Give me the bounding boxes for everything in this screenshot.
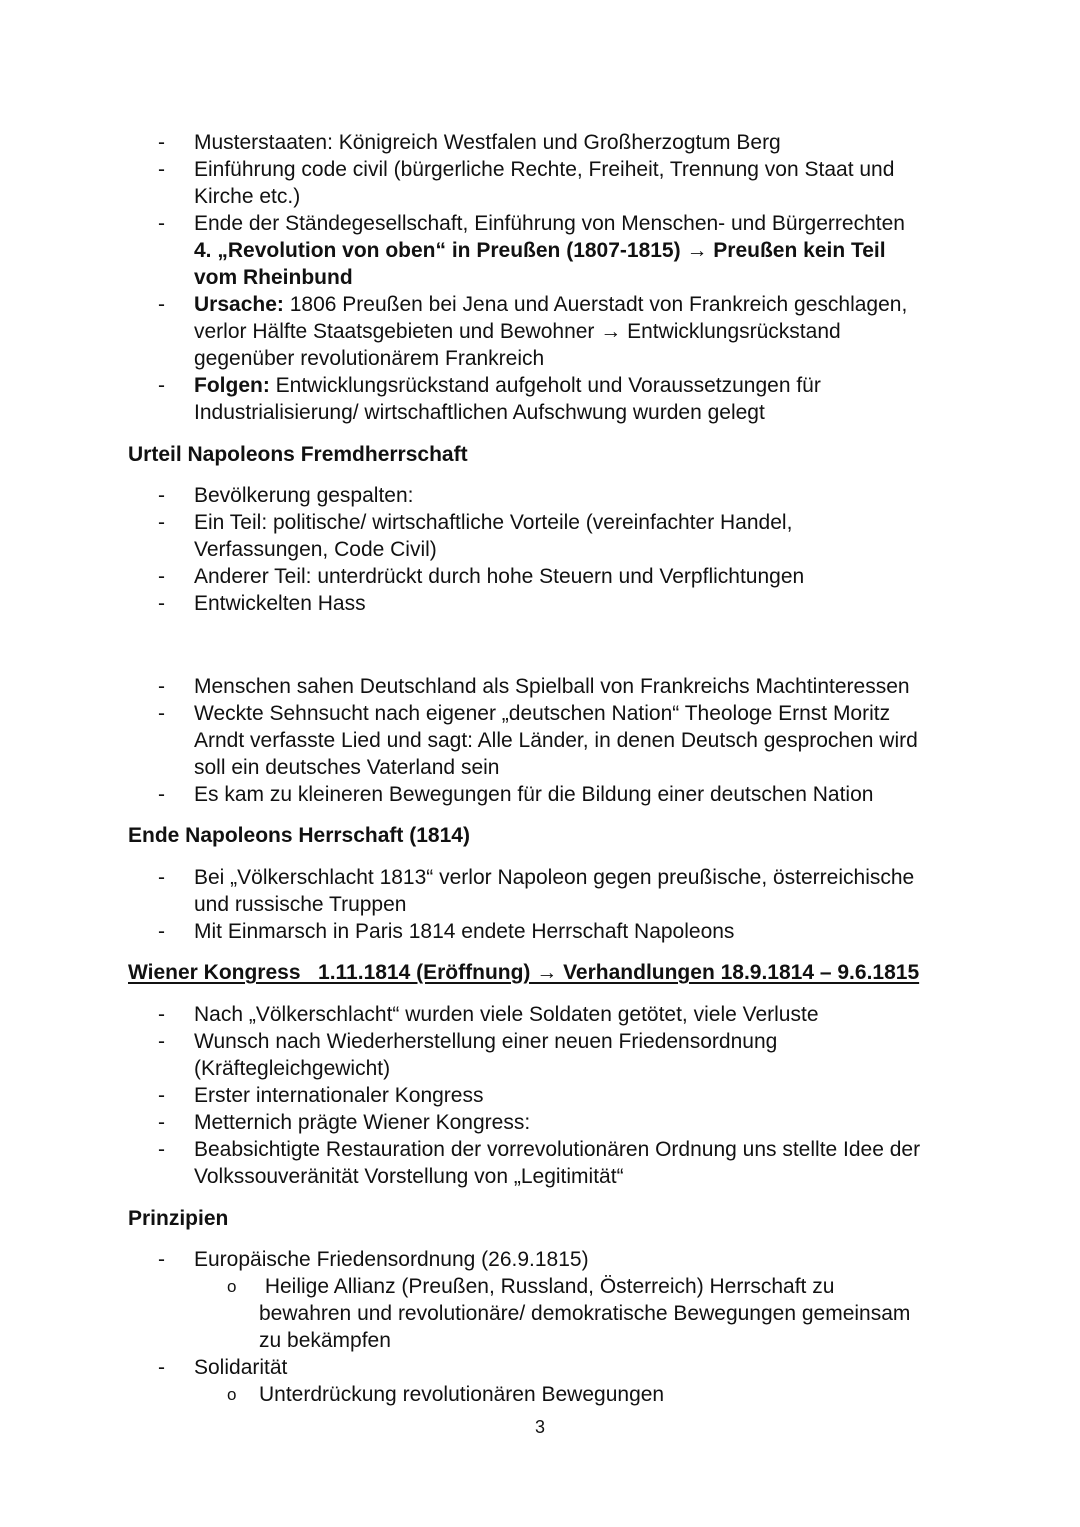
bullet-dash: - bbox=[158, 293, 165, 316]
page-number: 3 bbox=[534, 1417, 545, 1437]
subheading-text: 4. „Revolution von oben“ in Preußen (1807-1815) → Preußen kein Teil bbox=[194, 239, 886, 262]
bullet-dash: - bbox=[158, 484, 165, 507]
list-item-text: Nach „Völkerschlacht“ wurden viele Soldaten getötet, viele Verluste bbox=[194, 1003, 819, 1026]
bullet-dash: - bbox=[158, 920, 165, 943]
circle-bullet-icon: o bbox=[227, 1277, 237, 1296]
list-item-text: Anderer Teil: unterdrückt durch hohe Steuern und Verpflichtungen bbox=[194, 565, 805, 588]
list-item-text-cont: gegenüber revolutionärem Frankreich bbox=[194, 347, 545, 370]
list-item-text: Es kam zu kleineren Bewegungen für die Bildung einer deutschen Nation bbox=[194, 783, 874, 806]
bullet-dash: - bbox=[158, 565, 165, 588]
bullet-dash: - bbox=[158, 511, 165, 534]
circle-bullet-icon: o bbox=[227, 1385, 237, 1404]
list-item-text: Einführung code civil (bürgerliche Rechte, Freiheit, Trennung von Staat und bbox=[194, 158, 895, 181]
label-folgen: Folgen: bbox=[194, 374, 270, 397]
sub-item-text-cont: bewahren und revolutionäre/ demokratische Bewegungen gemeinsam bbox=[259, 1302, 911, 1325]
list-item-text: Metternich prägte Wiener Kongress: bbox=[194, 1111, 531, 1134]
bullet-dash: - bbox=[158, 702, 165, 725]
list-item-text: Ende der Ständegesellschaft, Einführung von Menschen- und Bürgerrechten bbox=[194, 212, 905, 235]
heading-ende-napoleon: Ende Napoleons Herrschaft (1814) bbox=[128, 824, 470, 847]
bullet-dash: - bbox=[158, 1084, 165, 1107]
list-item-text bbox=[194, 372, 994, 399]
subheading-text-cont: vom Rheinbund bbox=[194, 266, 353, 289]
folgen-text: Entwicklungsrückstand aufgeholt und Voraussetzungen für bbox=[269, 374, 821, 397]
sub-item-text: Heilige Allianz (Preußen, Russland, Österreich) Herrschaft zu bbox=[259, 1275, 835, 1298]
heading-wiener-kongress: Wiener Kongress 1.11.1814 (Eröffnung) → Verhandlungen 18.9.1814 – 9.6.1815 bbox=[128, 961, 920, 984]
list-item-text-cont: verlor Hälfte Staatsgebieten und Bewohner → Entwicklungsrückstand bbox=[194, 320, 841, 343]
bullet-dash: - bbox=[158, 212, 165, 235]
list-item-text: Solidarität bbox=[194, 1356, 288, 1379]
bullet-dash: - bbox=[158, 1003, 165, 1026]
list-item-text: Beabsichtigte Restauration der vorrevolutionären Ordnung uns stellte Idee der bbox=[194, 1138, 921, 1161]
bullet-dash: - bbox=[158, 1356, 165, 1379]
bullet-dash: - bbox=[158, 1248, 165, 1271]
list-item-text: Musterstaaten: Königreich Westfalen und Großherzogtum Berg bbox=[194, 131, 781, 154]
list-item-text: Ein Teil: politische/ wirtschaftliche Vorteile (vereinfachter Handel, bbox=[194, 511, 793, 534]
sub-item-text-cont: zu bekämpfen bbox=[259, 1329, 391, 1352]
list-item-text-cont: Verfassungen, Code Civil) bbox=[194, 538, 437, 561]
bullet-dash: - bbox=[158, 592, 165, 615]
label-ursache: Ursache: bbox=[194, 293, 284, 316]
list-item-text: Erster internationaler Kongress bbox=[194, 1084, 484, 1107]
list-item-text-cont: Volkssouveränität Vorstellung von „Legitimität“ bbox=[194, 1165, 624, 1188]
bullet-dash: - bbox=[158, 866, 165, 889]
list-item-text-cont: (Kräftegleichgewicht) bbox=[194, 1057, 391, 1080]
list-item-text-cont: Kirche etc.) bbox=[194, 185, 301, 208]
list-item-text: Bevölkerung gespalten: bbox=[194, 484, 414, 507]
list-item-text bbox=[194, 291, 994, 318]
list-item-text-cont: Arndt verfasste Lied und sagt: Alle Länder, in denen Deutsch gesprochen wird bbox=[194, 729, 918, 752]
bullet-dash: - bbox=[158, 1111, 165, 1134]
bullet-dash: - bbox=[158, 374, 165, 397]
list-item-text: Menschen sahen Deutschland als Spielball von Frankreichs Machtinteressen bbox=[194, 675, 910, 698]
list-item-text: Mit Einmarsch in Paris 1814 endete Herrschaft Napoleons bbox=[194, 920, 735, 943]
list-item-text-cont: soll ein deutsches Vaterland sein bbox=[194, 756, 500, 779]
list-item-text: Entwickelten Hass bbox=[194, 592, 366, 615]
bullet-dash: - bbox=[158, 158, 165, 181]
list-item-text: Weckte Sehnsucht nach eigener „deutschen Nation“ Theologe Ernst Moritz bbox=[194, 702, 891, 725]
list-item-text-cont: Industrialisierung/ wirtschaftlichen Aufschwung wurden gelegt bbox=[194, 401, 765, 424]
bullet-dash: - bbox=[158, 1138, 165, 1161]
bullet-dash: - bbox=[158, 131, 165, 154]
bullet-dash: - bbox=[158, 783, 165, 806]
list-item-text: Wunsch nach Wiederherstellung einer neuen Friedensordnung bbox=[194, 1030, 778, 1053]
list-item-text: Europäische Friedensordnung (26.9.1815) bbox=[194, 1248, 589, 1271]
bullet-dash: - bbox=[158, 675, 165, 698]
bullet-dash: - bbox=[158, 1030, 165, 1053]
ursache-text: 1806 Preußen bei Jena und Auerstadt von Frankreich geschlagen, bbox=[283, 293, 908, 316]
heading-prinzipien: Prinzipien bbox=[128, 1207, 229, 1230]
list-item-text: Bei „Völkerschlacht 1813“ verlor Napoleon gegen preußische, österreichische bbox=[194, 866, 915, 889]
list-item-text-cont: und russische Truppen bbox=[194, 893, 407, 916]
sub-item-text: Unterdrückung revolutionären Bewegungen bbox=[259, 1383, 665, 1406]
heading-urteil: Urteil Napoleons Fremdherrschaft bbox=[128, 443, 468, 466]
